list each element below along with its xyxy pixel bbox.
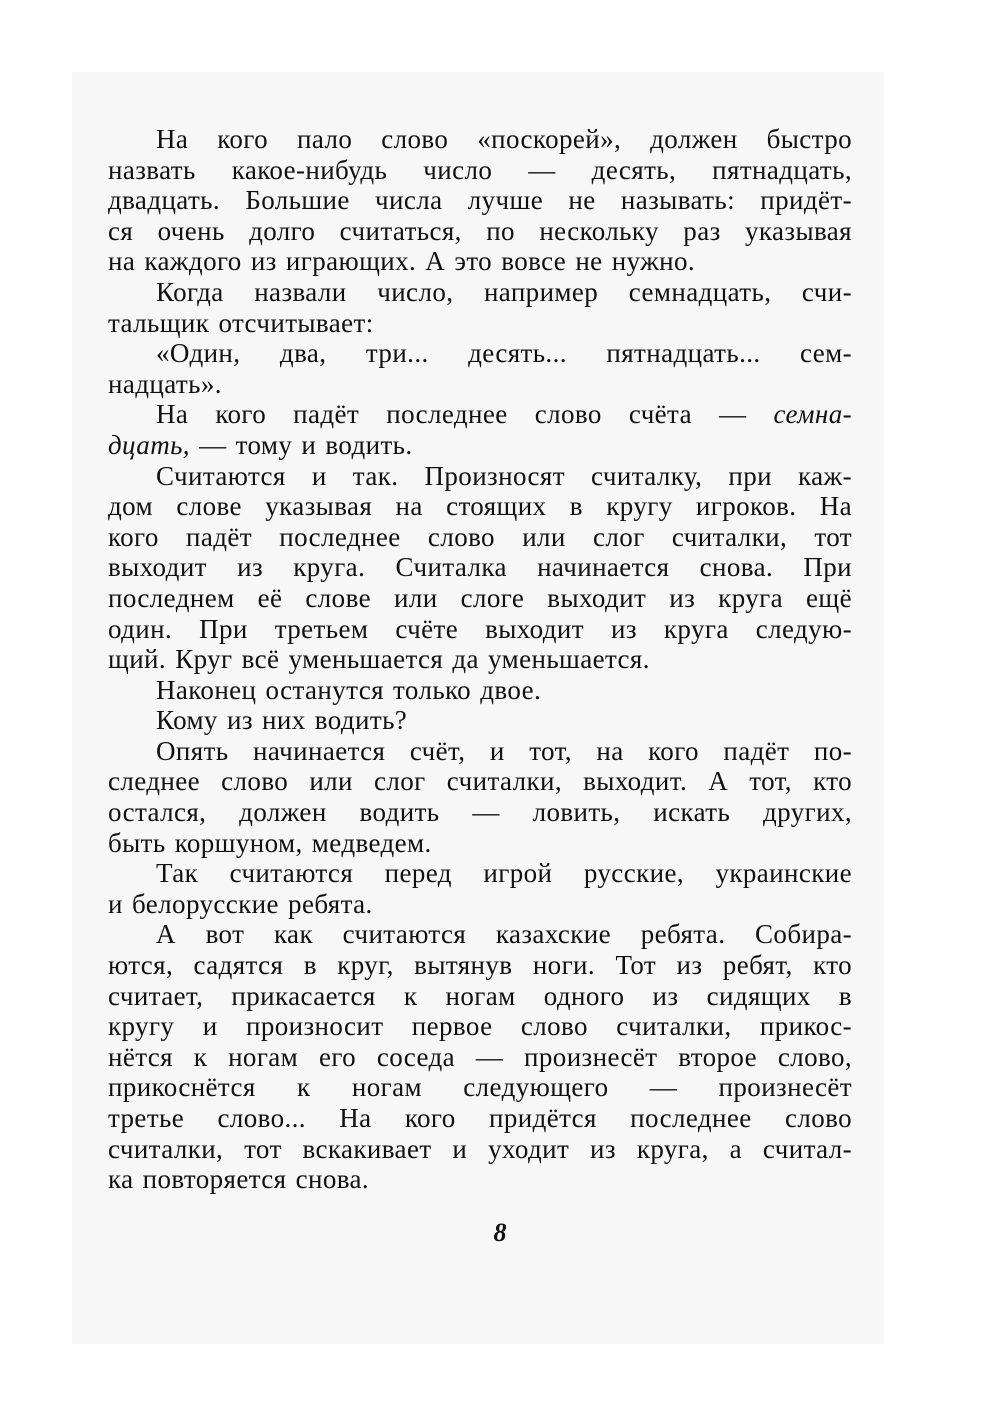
text-line: [108, 399, 852, 430]
line-text: нётся к ногам его соседа — произнесёт второе слово,: [108, 1041, 852, 1072]
page-number: 8: [493, 1218, 507, 1247]
line-text: На кого падёт последнее слово счёта —: [156, 399, 774, 430]
text-line: [108, 1103, 852, 1134]
line-text: щий. Круг всё уменьшается да уменьшается.: [108, 644, 650, 675]
line-text: тальщик отсчитывает:: [108, 307, 374, 338]
line-text: следнее слово или слог считалки, выходит. А тот, кто: [108, 766, 852, 797]
text-line: [108, 614, 852, 645]
line-text: кругу и произносит первое слово считалки, прикос-: [108, 1011, 852, 1042]
text-line: [108, 522, 852, 553]
line-text: последнем её слове или слоге выходит из круга ещё: [108, 582, 852, 613]
italic-word: дцать,: [108, 429, 190, 460]
line-text: Наконец останутся только двое.: [156, 674, 542, 705]
line-text: Когда назвали число, например семнадцать, счи-: [156, 276, 852, 307]
text-line: [108, 1164, 852, 1195]
text-line: [108, 950, 852, 981]
line-text: один. При третьем счёте выходит из круга следую-: [108, 613, 852, 644]
line-text: прикоснётся к ногам следующего — произнесёт: [108, 1072, 852, 1103]
text-line: [108, 736, 852, 767]
text-line: [108, 919, 852, 950]
text-line: [108, 981, 852, 1012]
line-text: На кого пало слово «поскорей», должен быстро: [156, 124, 852, 154]
text-line: [108, 828, 852, 859]
line-text: считает, прикасается к ногам одного из сидящих в: [108, 980, 852, 1011]
text-line: [108, 155, 852, 186]
text-line: [108, 797, 852, 828]
text-line: [108, 308, 852, 339]
line-text: ся очень долго считаться, по нескольку раз указывая: [108, 215, 852, 246]
text-line: [108, 858, 852, 889]
line-text: Кому из них водить?: [156, 705, 408, 736]
text-line: [108, 1134, 852, 1165]
line-text: назвать какое-нибудь число — десять, пятнадцать,: [108, 154, 852, 185]
line-text: Считаются и так. Произносят считалку, при каж-: [156, 460, 852, 491]
line-text: остался, должен водить — ловить, искать других,: [108, 797, 852, 828]
line-text: быть коршуном, медведем.: [108, 827, 432, 858]
line-text: Так считаются перед игрой русские, украинские: [156, 858, 852, 889]
text-line: [108, 246, 852, 277]
text-line: [108, 185, 852, 216]
line-text: ка повторяется снова.: [108, 1164, 370, 1195]
text-line: [108, 583, 852, 614]
text-line: [108, 1072, 852, 1103]
line-text: — тому и водить.: [189, 429, 413, 460]
text-line: [108, 1042, 852, 1073]
text-line: [108, 277, 852, 308]
line-text: ются, садятся в круг, вытянув ноги. Тот из ребят, кто: [108, 950, 852, 981]
line-text: двадцать. Большие числа лучше не называть: придёт-: [108, 185, 852, 216]
line-text: А вот как считаются казахские ребята. Собира-: [156, 919, 852, 950]
line-text: и белорусские ребята.: [108, 888, 373, 919]
line-text: на каждого из играющих. А это вовсе не нужно.: [108, 246, 696, 277]
line-text: «Один, два, три... десять... пятнадцать... сем-: [156, 338, 852, 369]
text-line: [108, 338, 852, 369]
text-line: [108, 766, 852, 797]
line-text: считалки, тот вскакивает и уходит из круга, а считал-: [108, 1133, 852, 1164]
text-line: [108, 705, 852, 736]
text-line: [108, 124, 852, 155]
text-line: [108, 216, 852, 247]
text-line: [108, 369, 852, 400]
text-line: [108, 430, 852, 461]
text-line: [108, 889, 852, 920]
italic-word: семна-: [773, 399, 852, 430]
text-line: [108, 552, 852, 583]
text-line: [108, 1011, 852, 1042]
line-text: надцать».: [108, 368, 222, 399]
line-text: третье слово... На кого придётся последнее слово: [108, 1103, 852, 1133]
text-line: [108, 644, 852, 675]
line-text: Опять начинается счёт, и тот, на кого падёт по-: [156, 735, 852, 766]
text-line: [108, 675, 852, 706]
line-text: выходит из круга. Считалка начинается снова. При: [108, 552, 852, 583]
line-text: дом слове указывая на стоящих в кругу игроков. На: [108, 491, 852, 522]
body-text: [108, 124, 852, 1195]
text-line: [108, 491, 852, 522]
line-text: кого падёт последнее слово или слог считалки, тот: [108, 521, 852, 552]
text-line: [108, 461, 852, 492]
